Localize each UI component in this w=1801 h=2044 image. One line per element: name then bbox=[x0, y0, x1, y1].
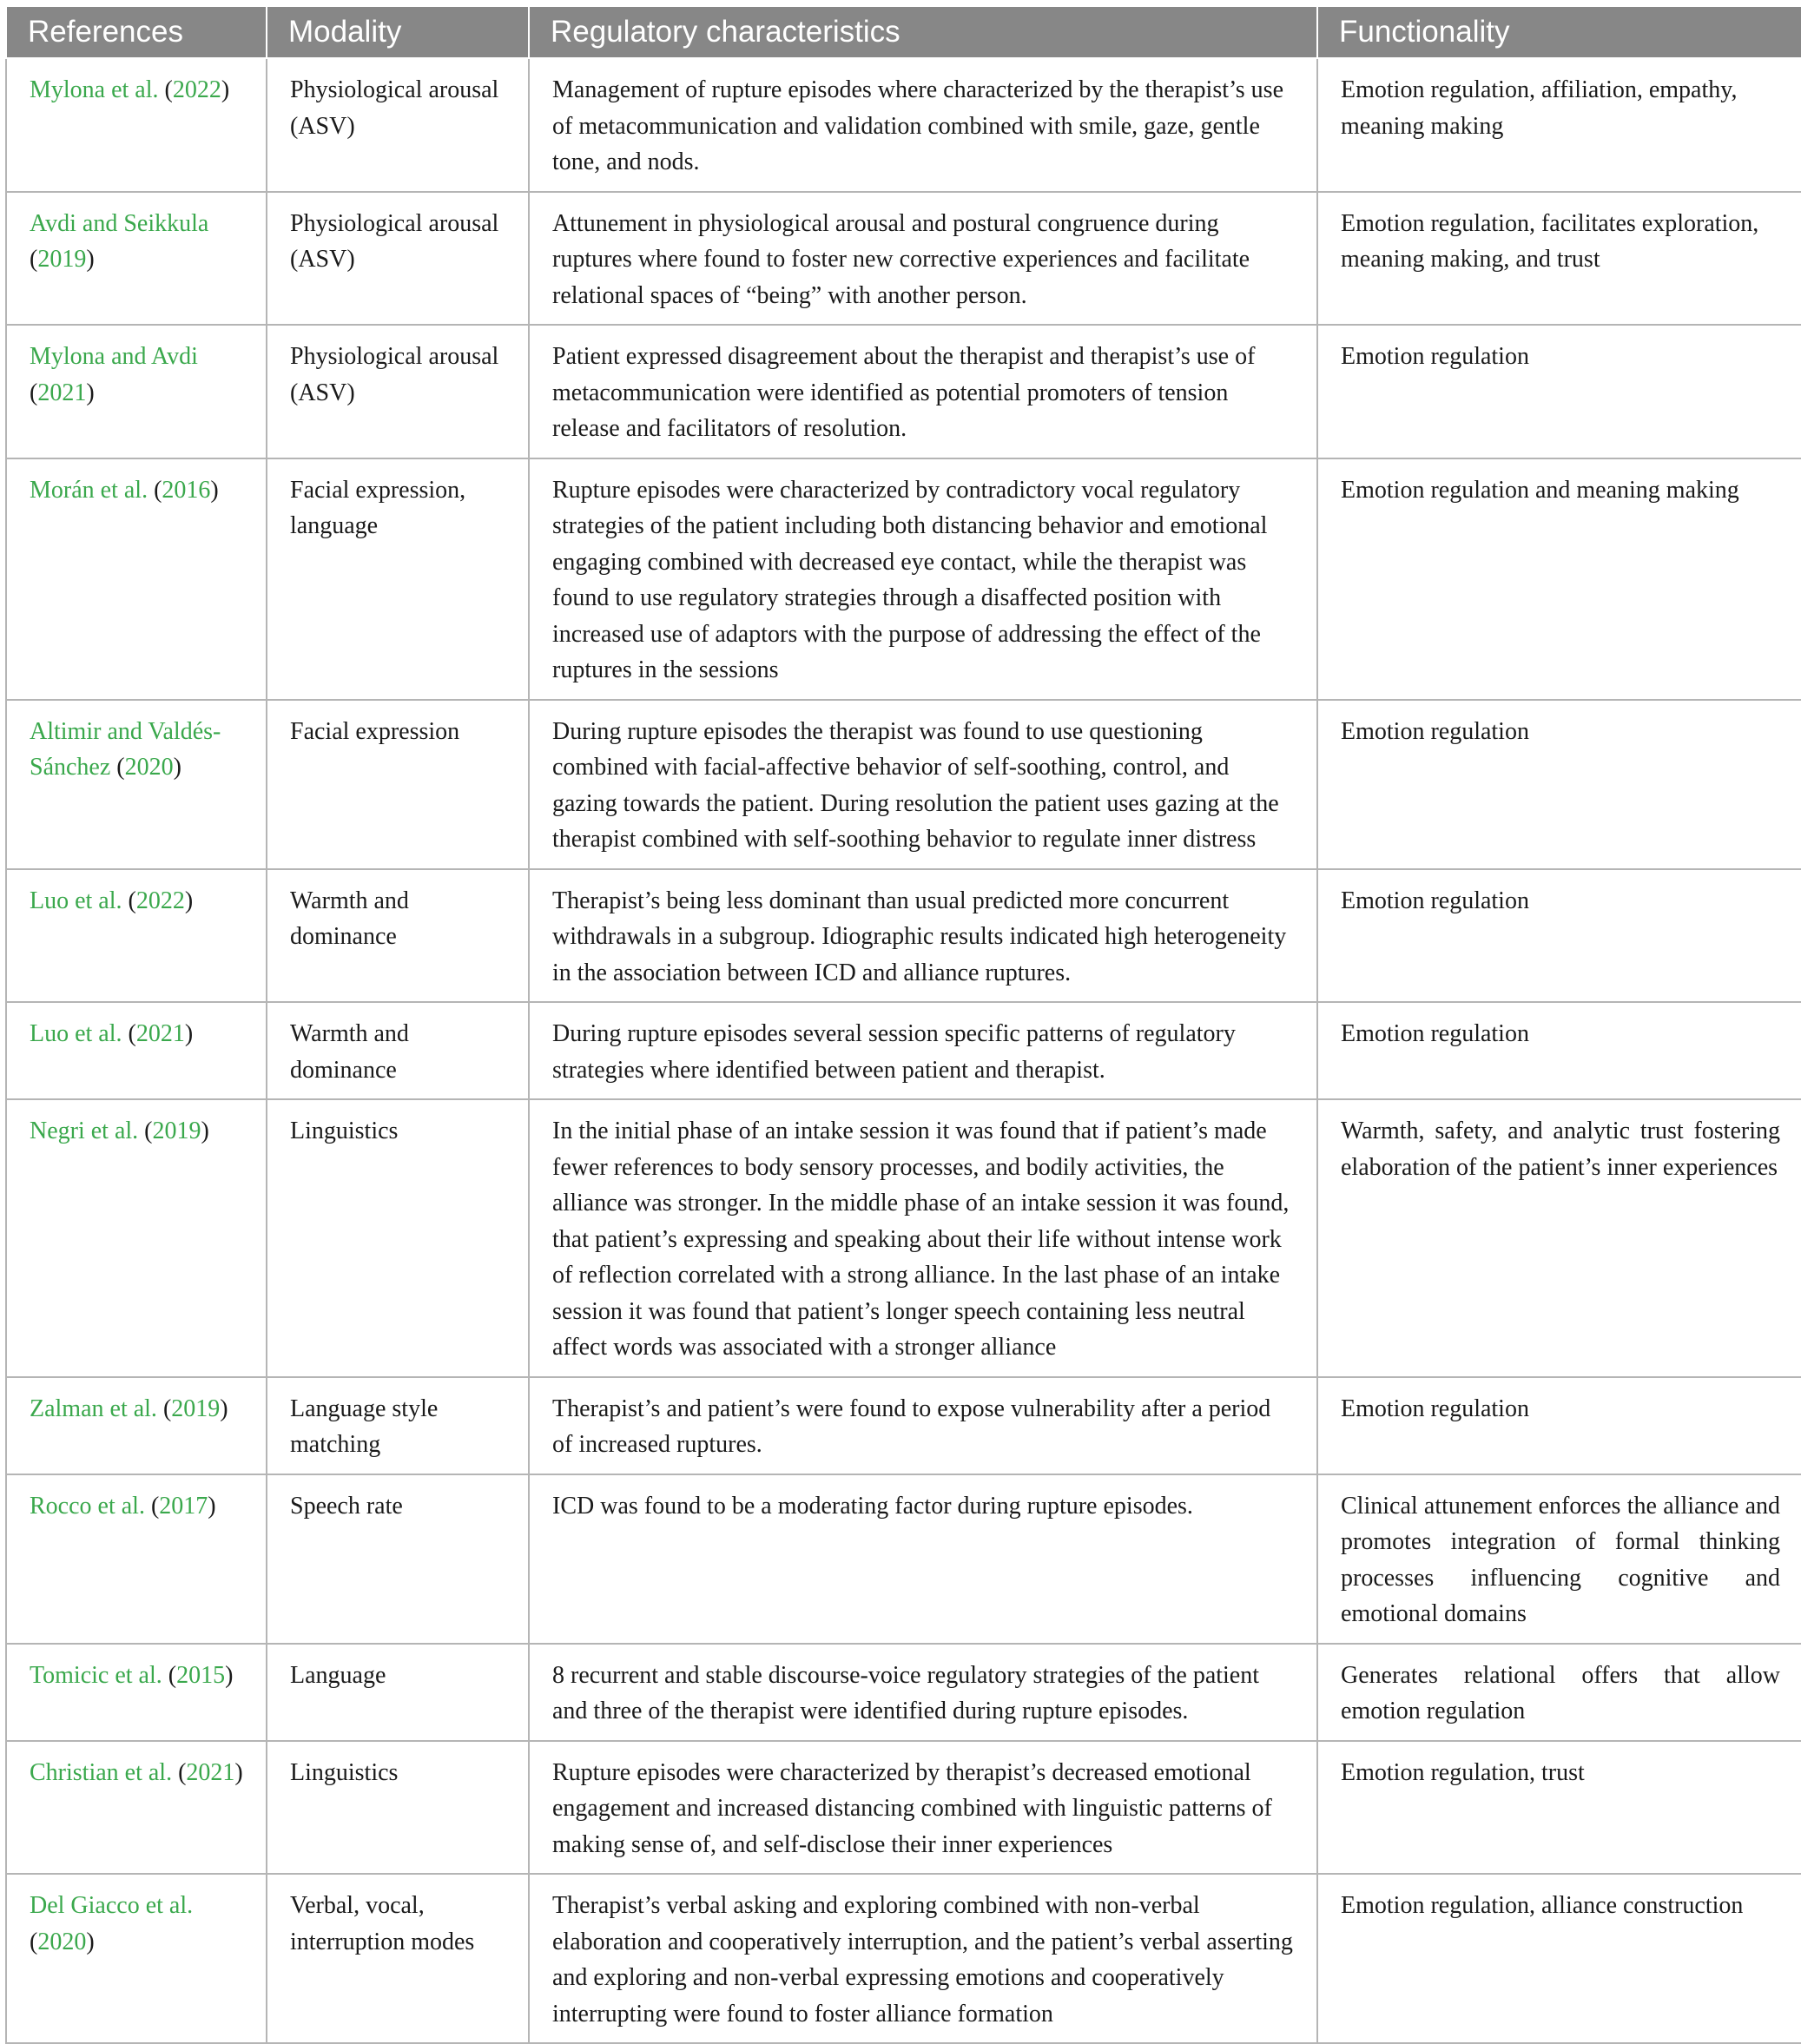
table-row bbox=[6, 1741, 1801, 1875]
open-paren: ( bbox=[158, 76, 173, 103]
characteristics-cell: Therapist’s verbal asking and exploring combined with non-verbal elaboration and cooperatively interruption, and the patient’s verbal asserting and exploring and non-verbal expressing emotions and cooperatively interrupting were found to foster alliance formation bbox=[529, 1874, 1317, 2043]
reference-year-link[interactable]: 2016 bbox=[162, 476, 211, 504]
open-paren: ( bbox=[122, 887, 136, 914]
reference-author-link[interactable]: Avdi and Seikkula bbox=[30, 209, 209, 237]
open-paren: ( bbox=[144, 1492, 160, 1520]
header-modality: Modality bbox=[267, 6, 529, 58]
close-paren: ) bbox=[225, 1661, 234, 1689]
open-paren: ( bbox=[138, 1118, 153, 1144]
reference-author-link[interactable]: Mylona and Avdi bbox=[30, 343, 198, 370]
table-row bbox=[6, 1099, 1801, 1377]
reference-author-link[interactable]: Morán et al. bbox=[30, 476, 148, 504]
close-paren: ) bbox=[86, 1928, 95, 1955]
modality-cell: Facial expression, language bbox=[267, 458, 529, 700]
modality-cell: Linguistics bbox=[267, 1741, 529, 1875]
reference-cell bbox=[6, 1099, 267, 1377]
functionality-cell: Emotion regulation bbox=[1317, 700, 1801, 869]
functionality-cell: Clinical attunement enforces the alliance and promotes integration of formal thinking processes influencing cognitive and emotional domains bbox=[1317, 1474, 1801, 1644]
open-paren: ( bbox=[30, 379, 38, 406]
close-paren: ) bbox=[184, 1020, 194, 1047]
functionality-cell: Emotion regulation bbox=[1317, 325, 1801, 458]
modality-cell: Physiological arousal (ASV) bbox=[267, 192, 529, 326]
characteristics-cell: Patient expressed disagreement about the therapist and therapist’s use of metacommunication were identified as potential promoters of tension release and facilitators of resolution. bbox=[529, 325, 1317, 458]
characteristics-cell: Rupture episodes were characterized by therapist’s decreased emotional engagement and increased distancing combined with linguistic patterns of making sense of, and self-disclose their inner experiences bbox=[529, 1741, 1317, 1875]
close-paren: ) bbox=[86, 246, 95, 273]
reference-cell bbox=[6, 1741, 267, 1875]
reference-cell bbox=[6, 58, 267, 192]
table-row bbox=[6, 1002, 1801, 1099]
reference-cell bbox=[6, 869, 267, 1003]
reference-cell bbox=[6, 1377, 267, 1474]
modality-cell: Linguistics bbox=[267, 1099, 529, 1377]
reference-year-link[interactable]: 2021 bbox=[186, 1758, 235, 1786]
table-row bbox=[6, 700, 1801, 869]
table-row bbox=[6, 1644, 1801, 1741]
table-row bbox=[6, 458, 1801, 700]
reference-year-link[interactable]: 2020 bbox=[124, 754, 174, 781]
characteristics-cell: In the initial phase of an intake session it was found that if patient’s made fewer references to body sensory processes, and bodily activities, the alliance was stronger. In the middle phase of an intake session it was found, that patient’s expressing and speaking about their life without intense work of reflection correlated with a strong alliance. In the last phase of an intake session it was found that patient’s longer speech containing less neutral affect words was associated with a stronger alliance bbox=[529, 1099, 1317, 1377]
close-paren: ) bbox=[234, 1758, 243, 1786]
close-paren: ) bbox=[208, 1492, 216, 1520]
functionality-cell: Emotion regulation bbox=[1317, 1002, 1801, 1099]
characteristics-cell: During rupture episodes several session specific patterns of regulatory strategies where identified between patient and therapist. bbox=[529, 1002, 1317, 1099]
reference-author-link[interactable]: Del Giacco et al. bbox=[30, 1892, 194, 1919]
header-references: References bbox=[6, 6, 267, 58]
modality-cell: Physiological arousal (ASV) bbox=[267, 325, 529, 458]
functionality-cell: Emotion regulation, affiliation, empathy, meaning making bbox=[1317, 58, 1801, 192]
reference-author-link[interactable]: Tomicic et al. bbox=[30, 1661, 162, 1689]
table-row bbox=[6, 58, 1801, 192]
table-row bbox=[6, 869, 1801, 1003]
reference-cell bbox=[6, 1644, 267, 1741]
modality-cell: Physiological arousal (ASV) bbox=[267, 58, 529, 192]
characteristics-cell: 8 recurrent and stable discourse-voice regulatory strategies of the patient and three of the therapist were identified during rupture episodes. bbox=[529, 1644, 1317, 1741]
open-paren: ( bbox=[162, 1661, 177, 1689]
modality-cell: Facial expression bbox=[267, 700, 529, 869]
reference-cell bbox=[6, 458, 267, 700]
open-paren: ( bbox=[30, 1928, 38, 1955]
reference-year-link[interactable]: 2017 bbox=[159, 1492, 208, 1520]
reference-cell bbox=[6, 700, 267, 869]
reference-author-link[interactable]: Christian et al. bbox=[30, 1758, 173, 1786]
reference-year-link[interactable]: 2021 bbox=[37, 379, 87, 406]
modality-cell: Warmth and dominance bbox=[267, 1002, 529, 1099]
header-regulatory-characteristics: Regulatory characteristics bbox=[529, 6, 1317, 58]
characteristics-cell: Therapist’s being less dominant than usual predicted more concurrent withdrawals in a subgroup. Idiographic results indicated high heterogeneity in the association between ICD and alliance ruptures. bbox=[529, 869, 1317, 1003]
reference-year-link[interactable]: 2019 bbox=[152, 1118, 201, 1144]
reference-cell bbox=[6, 1474, 267, 1644]
header-functionality: Functionality bbox=[1317, 6, 1801, 58]
reference-year-link[interactable]: 2020 bbox=[37, 1928, 87, 1955]
reference-author-link[interactable]: Altimir and Valdés-Sánchez bbox=[30, 717, 221, 781]
close-paren: ) bbox=[220, 1395, 228, 1422]
functionality-cell: Emotion regulation, trust bbox=[1317, 1741, 1801, 1875]
reference-author-link[interactable]: Zalman et al. bbox=[30, 1395, 157, 1422]
results-table bbox=[5, 5, 1801, 2044]
reference-year-link[interactable]: 2019 bbox=[171, 1395, 221, 1422]
table-row bbox=[6, 192, 1801, 326]
characteristics-cell: Therapist’s and patient’s were found to expose vulnerability after a period of increased ruptures. bbox=[529, 1377, 1317, 1474]
modality-cell: Verbal, vocal, interruption modes bbox=[267, 1874, 529, 2043]
characteristics-cell: During rupture episodes the therapist was found to use questioning combined with facial-affective behavior of self-soothing, control, and gazing towards the patient. During resolution the patient uses gazing at the therapist combined with self-soothing behavior to regulate inner distress bbox=[529, 700, 1317, 869]
functionality-cell: Generates relational offers that allow emotion regulation bbox=[1317, 1644, 1801, 1741]
characteristics-cell: ICD was found to be a moderating factor during rupture episodes. bbox=[529, 1474, 1317, 1644]
header-row bbox=[6, 6, 1801, 58]
reference-author-link[interactable]: Luo et al. bbox=[30, 887, 122, 914]
close-paren: ) bbox=[86, 379, 95, 406]
table-row bbox=[6, 325, 1801, 458]
reference-cell bbox=[6, 325, 267, 458]
reference-author-link[interactable]: Rocco et al. bbox=[30, 1492, 145, 1520]
close-paren: ) bbox=[201, 1118, 209, 1144]
reference-year-link[interactable]: 2022 bbox=[135, 887, 185, 914]
modality-cell: Speech rate bbox=[267, 1474, 529, 1644]
reference-year-link[interactable]: 2021 bbox=[135, 1020, 185, 1047]
reference-author-link[interactable]: Negri et al. bbox=[30, 1118, 139, 1144]
table-row bbox=[6, 1474, 1801, 1644]
open-paren: ( bbox=[30, 246, 38, 273]
reference-year-link[interactable]: 2019 bbox=[37, 246, 87, 273]
functionality-cell: Emotion regulation and meaning making bbox=[1317, 458, 1801, 700]
open-paren: ( bbox=[122, 1020, 136, 1047]
reference-author-link[interactable]: Luo et al. bbox=[30, 1020, 122, 1047]
reference-cell bbox=[6, 1002, 267, 1099]
open-paren: ( bbox=[172, 1758, 187, 1786]
modality-cell: Language style matching bbox=[267, 1377, 529, 1474]
table-row bbox=[6, 1377, 1801, 1474]
table-body bbox=[6, 58, 1801, 2043]
functionality-cell: Emotion regulation bbox=[1317, 869, 1801, 1003]
open-paren: ( bbox=[156, 1395, 172, 1422]
reference-cell bbox=[6, 192, 267, 326]
reference-year-link[interactable]: 2022 bbox=[172, 76, 221, 103]
reference-author-link[interactable]: Mylona et al. bbox=[30, 76, 159, 103]
characteristics-cell: Attunement in physiological arousal and postural congruence during ruptures where found to foster new corrective experiences and facilitate relational spaces of “being” with another person. bbox=[529, 192, 1317, 326]
close-paren: ) bbox=[221, 76, 230, 103]
reference-cell bbox=[6, 1874, 267, 2043]
modality-cell: Warmth and dominance bbox=[267, 869, 529, 1003]
functionality-cell: Emotion regulation bbox=[1317, 1377, 1801, 1474]
characteristics-cell: Management of rupture episodes where characterized by the therapist’s use of metacommunication and validation combined with smile, gaze, gentle tone, and nods. bbox=[529, 58, 1317, 192]
table-row bbox=[6, 1874, 1801, 2043]
functionality-cell: Emotion regulation, facilitates exploration, meaning making, and trust bbox=[1317, 192, 1801, 326]
functionality-cell: Emotion regulation, alliance construction bbox=[1317, 1874, 1801, 2043]
functionality-cell: Warmth, safety, and analytic trust fostering elaboration of the patient’s inner experiences bbox=[1317, 1099, 1801, 1377]
close-paren: ) bbox=[210, 476, 219, 504]
reference-year-link[interactable]: 2015 bbox=[176, 1661, 226, 1689]
close-paren: ) bbox=[173, 754, 181, 781]
open-paren: ( bbox=[148, 476, 162, 504]
open-paren: ( bbox=[110, 754, 125, 781]
modality-cell: Language bbox=[267, 1644, 529, 1741]
characteristics-cell: Rupture episodes were characterized by contradictory vocal regulatory strategies of the patient including both distancing behavior and emotional engaging combined with decreased eye contact, while the therapist was found to use regulatory strategies through a disaffected position with increased use of adaptors with the purpose of addressing the effect of the ruptures in the sessions bbox=[529, 458, 1317, 700]
close-paren: ) bbox=[184, 887, 194, 914]
